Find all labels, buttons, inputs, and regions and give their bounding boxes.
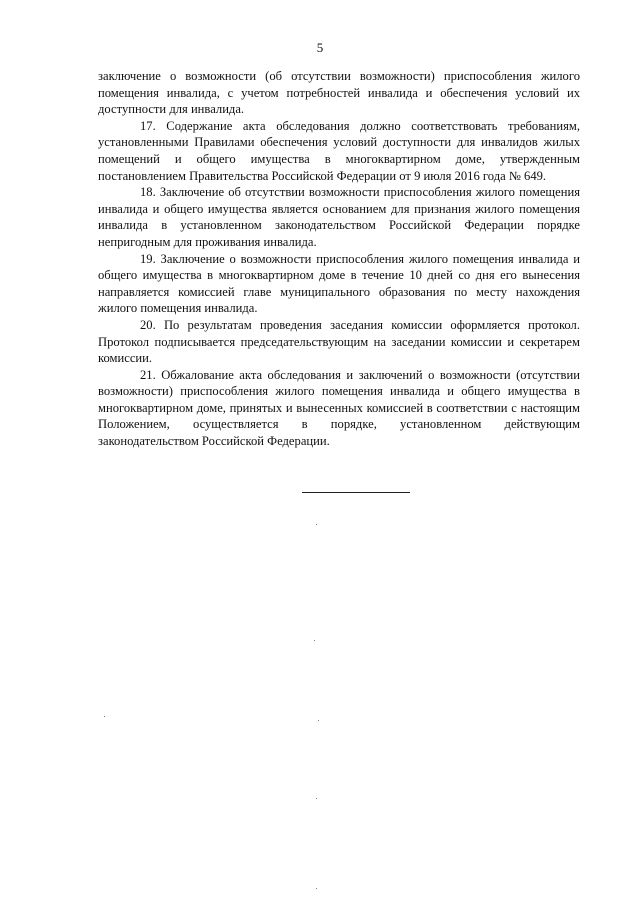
paragraph-18: 18. Заключение об отсутствии возможности приспособления жилого помещения инвалида и общего имущества является основанием для признания жилого помещения инвалида в установленном законодательством Российской Федерации порядке непригодным для проживания инвалида. bbox=[98, 185, 580, 249]
scan-speck bbox=[316, 888, 317, 889]
paragraph-19: 19. Заключение о возможности приспособления жилого помещения инвалида и общего имущества в многоквартирном доме в течение 10 дней со дня его вынесения направляется комиссией главе муниципального образования по месту нахождения жилого помещения инвалида. bbox=[98, 251, 580, 316]
end-separator-line bbox=[302, 492, 410, 493]
paragraph-continuation: заключение о возможности (об отсутствии возможности) приспособления жилого помещения инвалида, с учетом потребностей инвалида и обеспечения условий их доступности для инвалида. bbox=[98, 69, 580, 117]
scan-speck bbox=[104, 716, 105, 717]
paragraph-20: 20. По результатам проведения заседания комиссии оформляется протокол. Протокол подписывается председательствующим на заседании комиссии и секретарем комиссии. bbox=[98, 317, 580, 366]
paragraph-21: 21. Обжалование акта обследования и заключений о возможности (отсутствии возможности) приспособления жилого помещения инвалида и общего имущества в многоквартирном доме, принятых и вынесенных комиссией в соответствии с настоящим Положением, осуществляется в порядке, установленном действующим законодательством Российской Федерации. bbox=[98, 367, 580, 449]
scan-speck bbox=[316, 524, 317, 525]
scan-speck bbox=[316, 798, 317, 799]
page-number: 5 bbox=[316, 40, 324, 55]
scan-speck bbox=[318, 720, 319, 721]
document-body bbox=[98, 68, 580, 450]
scan-speck bbox=[314, 640, 315, 641]
paragraph-17: 17. Содержание акта обследования должно соответствовать требованиям, установленными Правилами обеспечения условий доступности для инвалидов жилых помещений и общего имущества в многоквартирном доме, утвержденным постановлением Правительства Российской Федерации от 9 июля 2016 года № 649. bbox=[98, 118, 580, 183]
